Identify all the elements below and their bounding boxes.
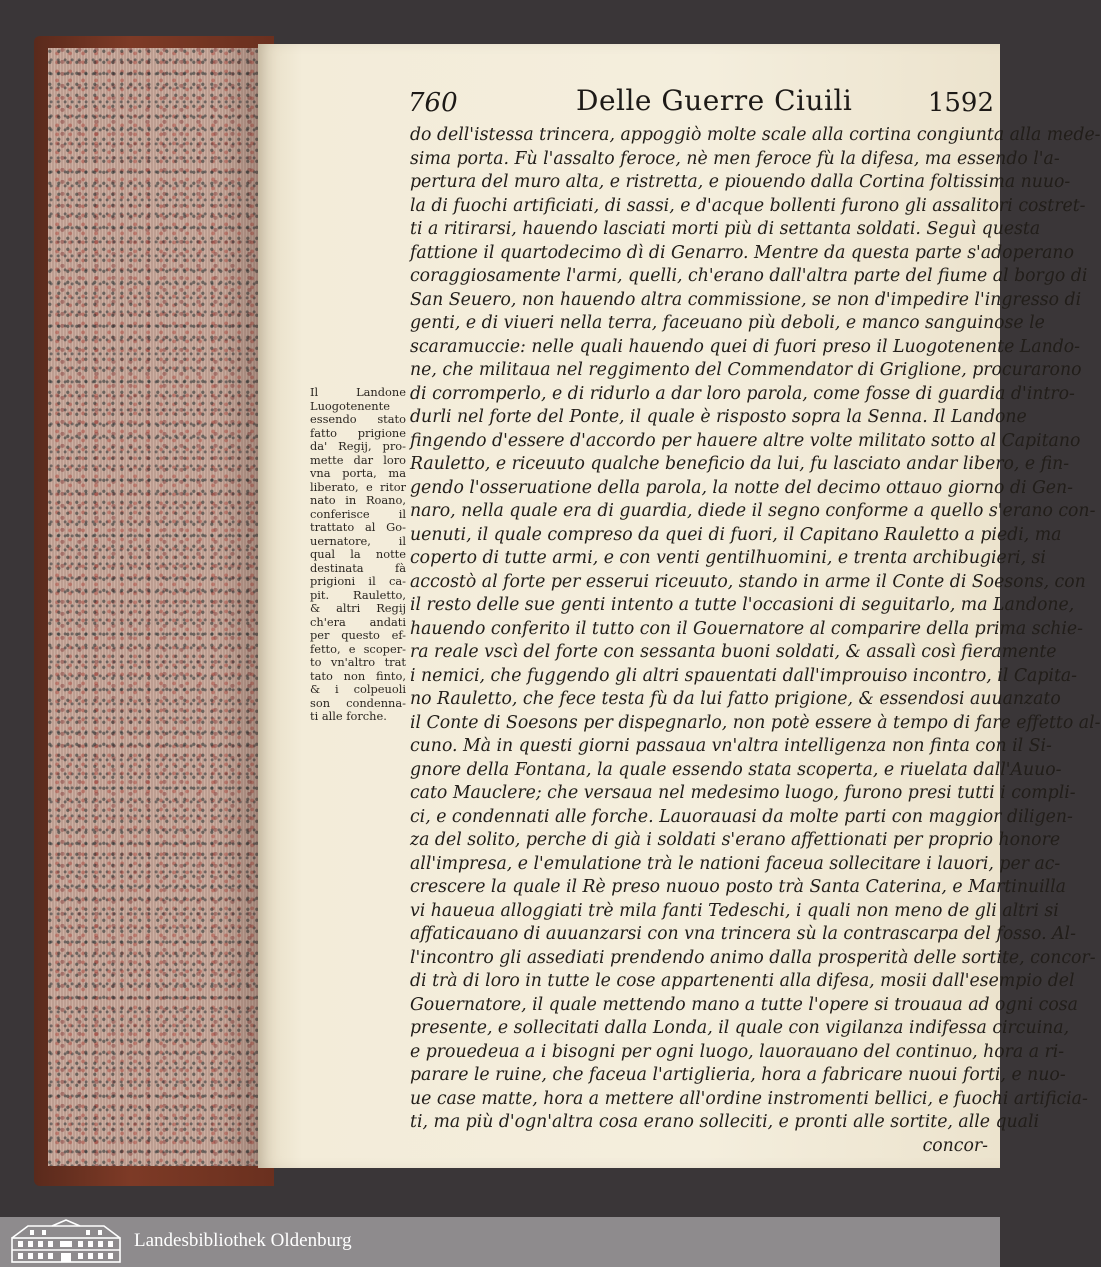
- marginal-note-line: vna porta, ma: [310, 466, 406, 480]
- text-line: ti a ritirarsi, hauendo lasciati morti più di settanta soldati. Seguì questa: [410, 219, 1041, 239]
- marginal-note-line: ch'era andati: [310, 614, 406, 629]
- library-building-icon: [8, 1220, 124, 1264]
- text-line: Gouernatore, il quale mettendo mano a tutte l'opere si trouaua ad ogni cosa: [410, 994, 1078, 1015]
- text-line: di trà di loro in tutte le cose appartenenti alla difesa, mosii dall'esempio del: [410, 971, 1075, 991]
- text-line: uenuti, il quale compreso da quei di fuori, il Capitano Rauletto a piedi, ma: [410, 524, 1062, 545]
- text-line: il resto delle sue genti intento a tutte l'occasioni di seguitarlo, ma Landone,: [410, 595, 1075, 615]
- text-line: i nemici, che fuggendo gli altri spauentati dall'improuiso incontro, il Capita-: [410, 665, 1078, 686]
- text-line: do dell'istessa trincera, appoggiò molte scale alla cortina congiunta alla mede-: [410, 125, 1101, 145]
- marginal-note-line: liberato, e ritor: [310, 479, 406, 494]
- text-line: ci, e condennati alle forche. Lauorauasi da molte parti con maggior diligen-: [410, 806, 1073, 827]
- marginal-note-line: Luogotenente: [310, 398, 390, 413]
- marginal-note-line: fatto prigione: [310, 425, 406, 440]
- text-line: scaramuccie: nelle quali hauendo quei di fuori preso il Luogotenente Lando-: [410, 336, 1081, 357]
- text-line: cuno. Mà in questi giorni passaua vn'altra intelligenza non finta con il Si-: [410, 736, 1052, 756]
- text-line: za del solito, perche di già i soldati s'erano affettionati per proprio honore: [410, 830, 1061, 850]
- marginal-note-line: qual la notte: [310, 547, 406, 561]
- marginal-note-line: to vn'altro trat: [310, 655, 406, 669]
- marginal-note-line: Il Landone: [310, 385, 406, 399]
- marginal-note-line: nato in Roano,: [310, 493, 406, 507]
- text-line: naro, nella quale era di guardia, diede il segno conforme a quello s'erano con-: [410, 501, 1096, 521]
- text-line: San Seuero, non hauendo altra commissione, se non d'impedire l'ingresso di: [410, 289, 1082, 310]
- header-year: 1592: [927, 88, 994, 118]
- marginal-note-line: & i colpeuoli: [310, 682, 406, 696]
- text-line: ue case matte, hora a mettere all'ordine instromenti bellici, e fuochi artificia-: [410, 1088, 1088, 1109]
- text-line: pertura del muro alta, e ristretta, e piouendo dalla Cortina foltissima nuuo-: [410, 172, 1071, 192]
- main-text-block: [410, 124, 1101, 1158]
- text-line: la di fuochi artificiati, di sassi, e d'acque bollenti furono gli assalitori costret-: [410, 195, 1086, 216]
- marginal-note-line: prigioni il ca-: [310, 574, 406, 588]
- page-number: 760: [408, 88, 458, 118]
- text-line: presente, e sollecitati dalla Londa, il quale con vigilanza indifessa circuina,: [410, 1018, 1070, 1038]
- marginal-note-line: trattato al Go-: [310, 520, 406, 534]
- marginal-note-line: mette dar loro: [310, 452, 406, 467]
- text-line: durli nel forte del Ponte, il quale è risposto sopra la Senna. Il Landone: [410, 407, 1027, 427]
- text-line: gnore della Fontana, la quale essendo stata scoperta, e riuelata dall'Auuo-: [410, 759, 1062, 780]
- text-line: ne, che militaua nel reggimento del Commendator di Griglione, procurarono: [410, 360, 1082, 380]
- text-line: cato Mauclere; che versaua nel medesimo luogo, furono presi tutti i compli-: [410, 783, 1076, 803]
- text-line: parare le ruine, che faceua l'artiglieria, hora a fabricare nuoui forti, e nuo-: [410, 1065, 1066, 1085]
- text-line: coraggiosamente l'armi, quelli, ch'erano dall'altra parte del fiume al borgo di: [410, 266, 1088, 286]
- text-line: all'impresa, e l'emulatione trà le nationi faceua sollecitare i lauori, per ac-: [410, 853, 1061, 874]
- marginal-note-line: pit. Rauletto,: [310, 587, 406, 602]
- text-line: affaticauano di auuanzarsi con vna trincera sù la contrascarpa del fosso. Al-: [410, 924, 1076, 944]
- marginal-note-line: per questo ef-: [310, 628, 406, 642]
- marginal-note-line: fetto, e scoper-: [310, 641, 406, 656]
- text-line: gendo l'osseruatione della parola, la notte del decimo ottauo giorno di Gen-: [410, 477, 1073, 498]
- text-line: il Conte di Soesons per dispegnarlo, non potè essere à tempo di fare effetto al-: [410, 712, 1101, 733]
- text-line: fattione il quartodecimo dì di Genarro. Mentre da questa parte s'adoperano: [410, 242, 1074, 263]
- marginal-note-line: & altri Regij: [310, 601, 406, 615]
- footer-bar: [0, 1217, 1000, 1267]
- text-line: concor-: [922, 1135, 988, 1156]
- library-name: Landesbibliothek Oldenburg: [134, 1230, 352, 1251]
- text-line: hauendo conferito il tutto con il Gouernatore al comparire della prima schie-: [410, 618, 1083, 639]
- marginal-note-line: ti alle forche.: [310, 709, 387, 723]
- book-fore-edge: [48, 48, 260, 1166]
- marginal-note-line: tato non finto,: [310, 668, 406, 683]
- text-line: e prouedeua a i bisogni per ogni luogo, lauorauano del continuo, hora a ri-: [410, 1041, 1065, 1062]
- text-line: genti, e di viueri nella terra, faceuano più deboli, e manco sanguinose le: [410, 313, 1045, 333]
- running-title: Delle Guerre Ciuili: [576, 84, 853, 117]
- text-line: l'incontro gli assediati prendendo animo dalla prosperità delle sortite, concor-: [410, 947, 1096, 968]
- running-header: [408, 82, 994, 122]
- text-line: no Rauletto, che fece testa fù da lui fatto prigione, & essendosi auuanzato: [410, 689, 1061, 709]
- marginal-note-line: uernatore, il: [310, 533, 406, 548]
- text-line: Rauletto, e riceuuto qualche beneficio da lui, fu lasciato andar libero, e fin-: [410, 454, 1070, 474]
- text-line: ti, ma più d'ogn'altra cosa erano solleciti, e pronti alle sortite, alle quali: [410, 1112, 1040, 1132]
- text-line: ra reale vscì del forte con sessanta buoni soldati, & assalì così fieramente: [410, 642, 1057, 662]
- text-line: accostò al forte per esserui riceuuto, stando in arme il Conte di Soesons, con: [410, 571, 1086, 592]
- text-line: fingendo d'essere d'accordo per hauere altre volte militato sotto al Capitano: [410, 430, 1081, 451]
- marginal-note-line: essendo stato: [310, 412, 406, 426]
- text-line: vi haueua alloggiati trè mila fanti Tedeschi, i quali non meno de gli altri si: [410, 900, 1059, 921]
- text-line: di corromperlo, e di ridurlo a dar loro parola, come fosse di guardia d'intro-: [410, 383, 1075, 404]
- text-line: crescere la quale il Rè preso nuouo posto trà Santa Caterina, e Martinuilla: [410, 877, 1066, 897]
- marginal-note-line: son condenna-: [310, 695, 406, 710]
- marginal-note-line: da' Regij, pro-: [310, 439, 406, 453]
- marginal-note-line: conferisce il: [310, 506, 406, 521]
- text-line: coperto di tutte armi, e con venti gentilhuomini, e trenta archibugieri, si: [410, 548, 1046, 568]
- marginal-note: [310, 386, 406, 724]
- text-line: sima porta. Fù l'assalto feroce, nè men feroce fù la difesa, ma essendo l'a-: [410, 148, 1060, 169]
- marginal-note-line: destinata fà: [310, 560, 406, 575]
